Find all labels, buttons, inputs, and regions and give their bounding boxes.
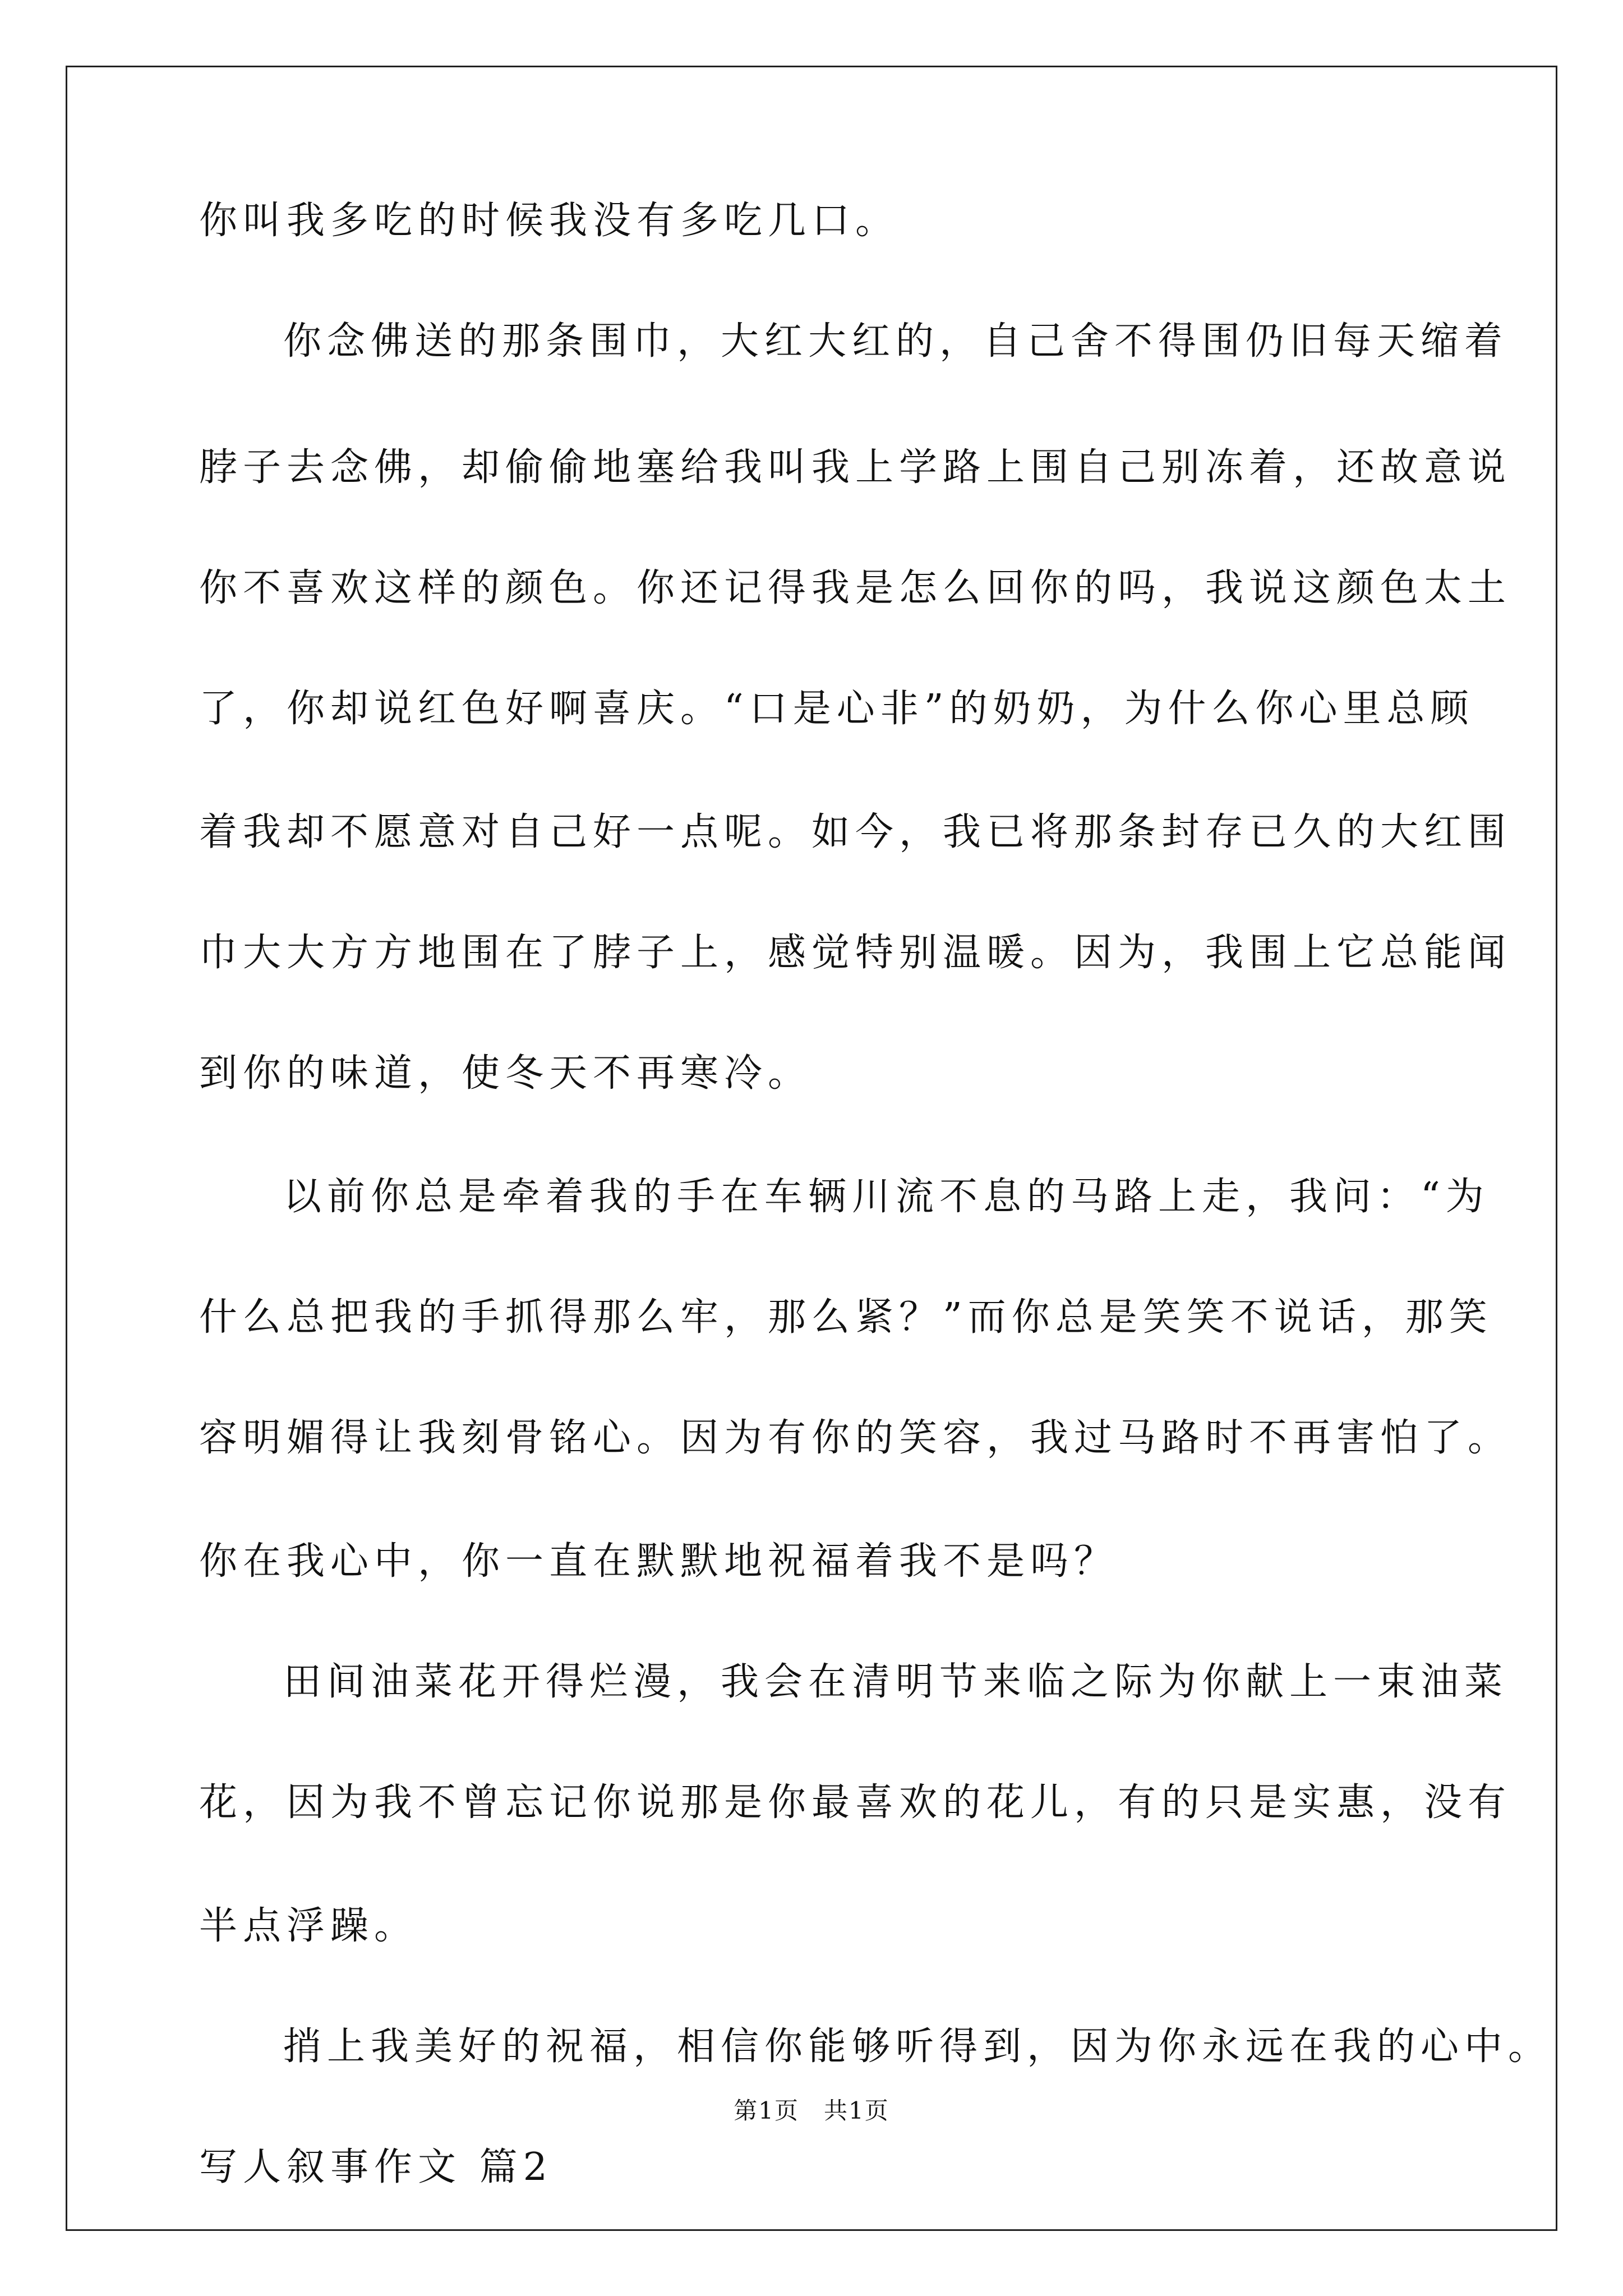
- text-line-4: 你不喜欢这样的颜色。你还记得我是怎么回你的吗，我说这颜色太土: [199, 566, 1512, 610]
- text-line-6: 着我却不愿意对自己好一点呢。如今，我已将那条封存已久的大红围: [199, 810, 1512, 854]
- text-line-13: 田间油菜花开得烂漫，我会在清明节来临之际为你献上一束油菜: [283, 1660, 1509, 1704]
- text-line-9: 以前你总是牵着我的手在车辆川流不息的马路上走，我问：“为: [283, 1175, 1490, 1219]
- text-line-7: 巾大大方方地围在了脖子上，感觉特别温暖。因为，我围上它总能闻: [199, 931, 1512, 975]
- text-line-8: 到你的味道，使冬天不再寒冷。: [199, 1051, 812, 1096]
- text-line-2: 你念佛送的那条围巾，大红大红的，自己舍不得围仍旧每天缩着: [283, 319, 1509, 364]
- text-line-11: 容明媚得让我刻骨铭心。因为有你的笑容，我过马路时不再害怕了。: [199, 1416, 1512, 1460]
- text-line-1: 你叫我多吃的时候我没有多吃几口。: [199, 199, 900, 243]
- text-line-5: 了，你却说红色好啊喜庆。“口是心非”的奶奶，为什么你心里总顾: [199, 687, 1474, 731]
- text-line-16: 捎上我美好的祝福，相信你能够听得到，因为你永远在我的心中。: [283, 2024, 1552, 2069]
- page-number-footer: 第1页 共1页: [734, 2097, 889, 2124]
- section-heading: 写人叙事作文 篇2: [199, 2145, 553, 2189]
- text-line-15: 半点浮躁。: [199, 1904, 418, 1948]
- text-line-14: 花，因为我不曾忘记你说那是你最喜欢的花儿，有的只是实惠，没有: [199, 1780, 1512, 1825]
- text-line-12: 你在我心中，你一直在默默地祝福着我不是吗？: [199, 1539, 1118, 1584]
- text-line-3: 脖子去念佛，却偷偷地塞给我叫我上学路上围自己别冻着，还故意说: [199, 445, 1512, 490]
- text-line-10: 什么总把我的手抓得那么牢，那么紧？”而你总是笑笑不说话，那笑: [199, 1295, 1493, 1340]
